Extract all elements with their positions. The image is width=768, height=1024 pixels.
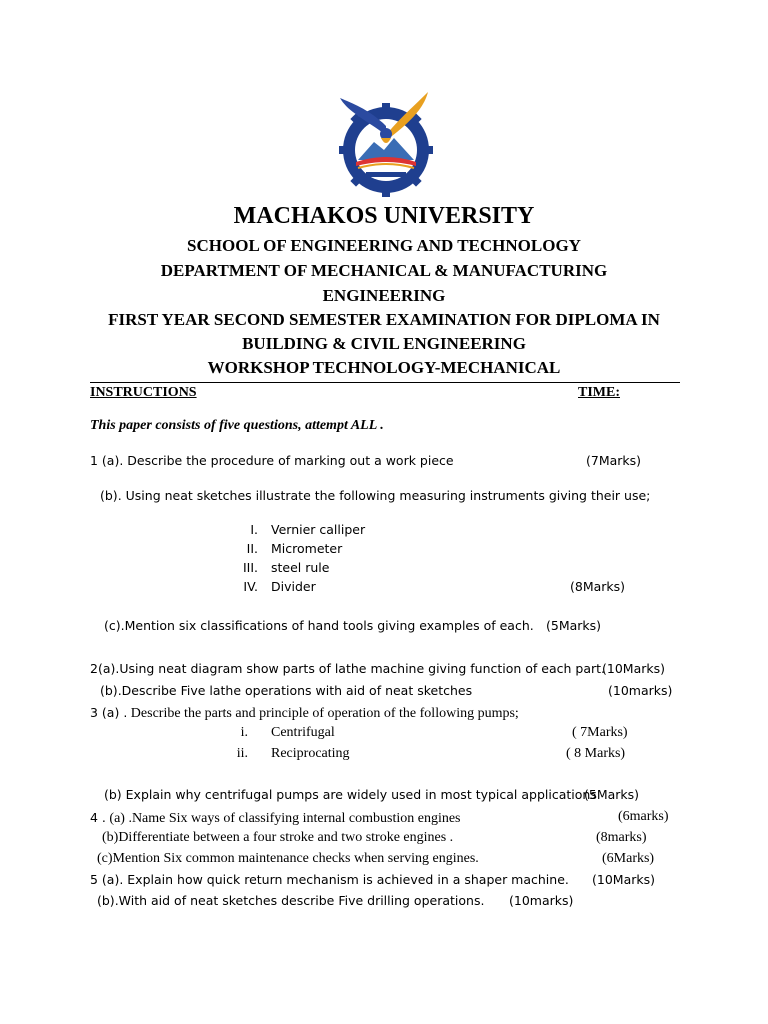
q3b-marks: (5Marks): [584, 787, 640, 802]
intro-text: This paper consists of five questions, attempt ALL .: [90, 418, 384, 433]
q4c-marks: (6Marks): [602, 851, 655, 866]
exam-line2: BUILDING & CIVIL ENGINEERING: [242, 334, 526, 353]
q1b-text: (b). Using neat sketches illustrate the following measuring instruments giving their use;: [100, 488, 651, 503]
time-label: TIME:: [578, 385, 620, 400]
university-title: MACHAKOS UNIVERSITY: [233, 203, 535, 229]
q1b-marks: (8Marks): [570, 579, 626, 594]
q3-number: 3 (a) .: [90, 705, 128, 720]
exam-line1: FIRST YEAR SECOND SEMESTER EXAMINATION FOR DIPLOMA IN: [108, 310, 660, 329]
q1a-text: 1 (a). Describe the procedure of marking out a work piece: [90, 453, 454, 468]
list-item-number: i.: [240, 725, 248, 740]
q3b-text: (b) Explain why centrifugal pumps are widely used in most typical applications: [104, 787, 597, 802]
list-item-number: ii.: [236, 746, 248, 761]
q4a-line: [90, 809, 461, 827]
department-line2: ENGINEERING: [322, 286, 446, 305]
list-item: Vernier calliper: [271, 522, 366, 537]
q2a-text: 2(a).Using neat diagram show parts of lathe machine giving function of each part.: [90, 661, 606, 676]
q4-number: 4 .: [90, 810, 106, 825]
department-line1: DEPARTMENT OF MECHANICAL & MANUFACTURING: [160, 261, 608, 280]
list-item-number: IV.: [243, 579, 258, 594]
q3-item-marks: ( 8 Marks): [566, 746, 626, 761]
course-title: WORKSHOP TECHNOLOGY-MECHANICAL: [207, 358, 561, 377]
university-logo: [336, 90, 436, 198]
list-item: Centrifugal: [271, 725, 335, 740]
q5b-text: (b).With aid of neat sketches describe Five drilling operations.: [97, 893, 485, 908]
q1a-marks: (7Marks): [586, 453, 642, 468]
q4b-text: (b)Differentiate between a four stroke and two stroke engines .: [102, 830, 454, 845]
list-item: Divider: [271, 579, 316, 594]
list-item-number: II.: [246, 541, 258, 556]
q2b-marks: (10marks): [608, 683, 673, 698]
q3a-line: [90, 704, 519, 722]
header-divider: [90, 382, 680, 383]
q5a-marks: (10Marks): [592, 872, 655, 887]
q3a-text: Describe the parts and principle of operation of the following pumps;: [127, 706, 519, 721]
q1c-text: (c).Mention six classifications of hand tools giving examples of each.: [104, 618, 534, 633]
q2b-text: (b).Describe Five lathe operations with aid of neat sketches: [100, 683, 473, 698]
q4c-text: (c)Mention Six common maintenance checks when serving engines.: [97, 851, 479, 866]
q3-item-marks: ( 7Marks): [572, 725, 628, 740]
q1c-marks: (5Marks): [546, 618, 602, 633]
list-item: Micrometer: [271, 541, 343, 556]
q5a-text: 5 (a). Explain how quick return mechanism is achieved in a shaper machine.: [90, 872, 569, 887]
q2a-marks: (10Marks): [602, 661, 665, 676]
q4a-marks: (6marks): [618, 809, 669, 824]
q4a-text: (a) .Name Six ways of classifying internal combustion engines: [105, 811, 461, 826]
list-item: steel rule: [271, 560, 330, 575]
school-name: SCHOOL OF ENGINEERING AND TECHNOLOGY: [187, 236, 581, 255]
list-item-number: I.: [250, 522, 258, 537]
instructions-label: INSTRUCTIONS: [90, 385, 197, 400]
q4b-marks: (8marks): [596, 830, 647, 845]
q5b-marks: (10marks): [509, 893, 574, 908]
list-item: Reciprocating: [271, 746, 350, 761]
list-item-number: III.: [242, 560, 258, 575]
